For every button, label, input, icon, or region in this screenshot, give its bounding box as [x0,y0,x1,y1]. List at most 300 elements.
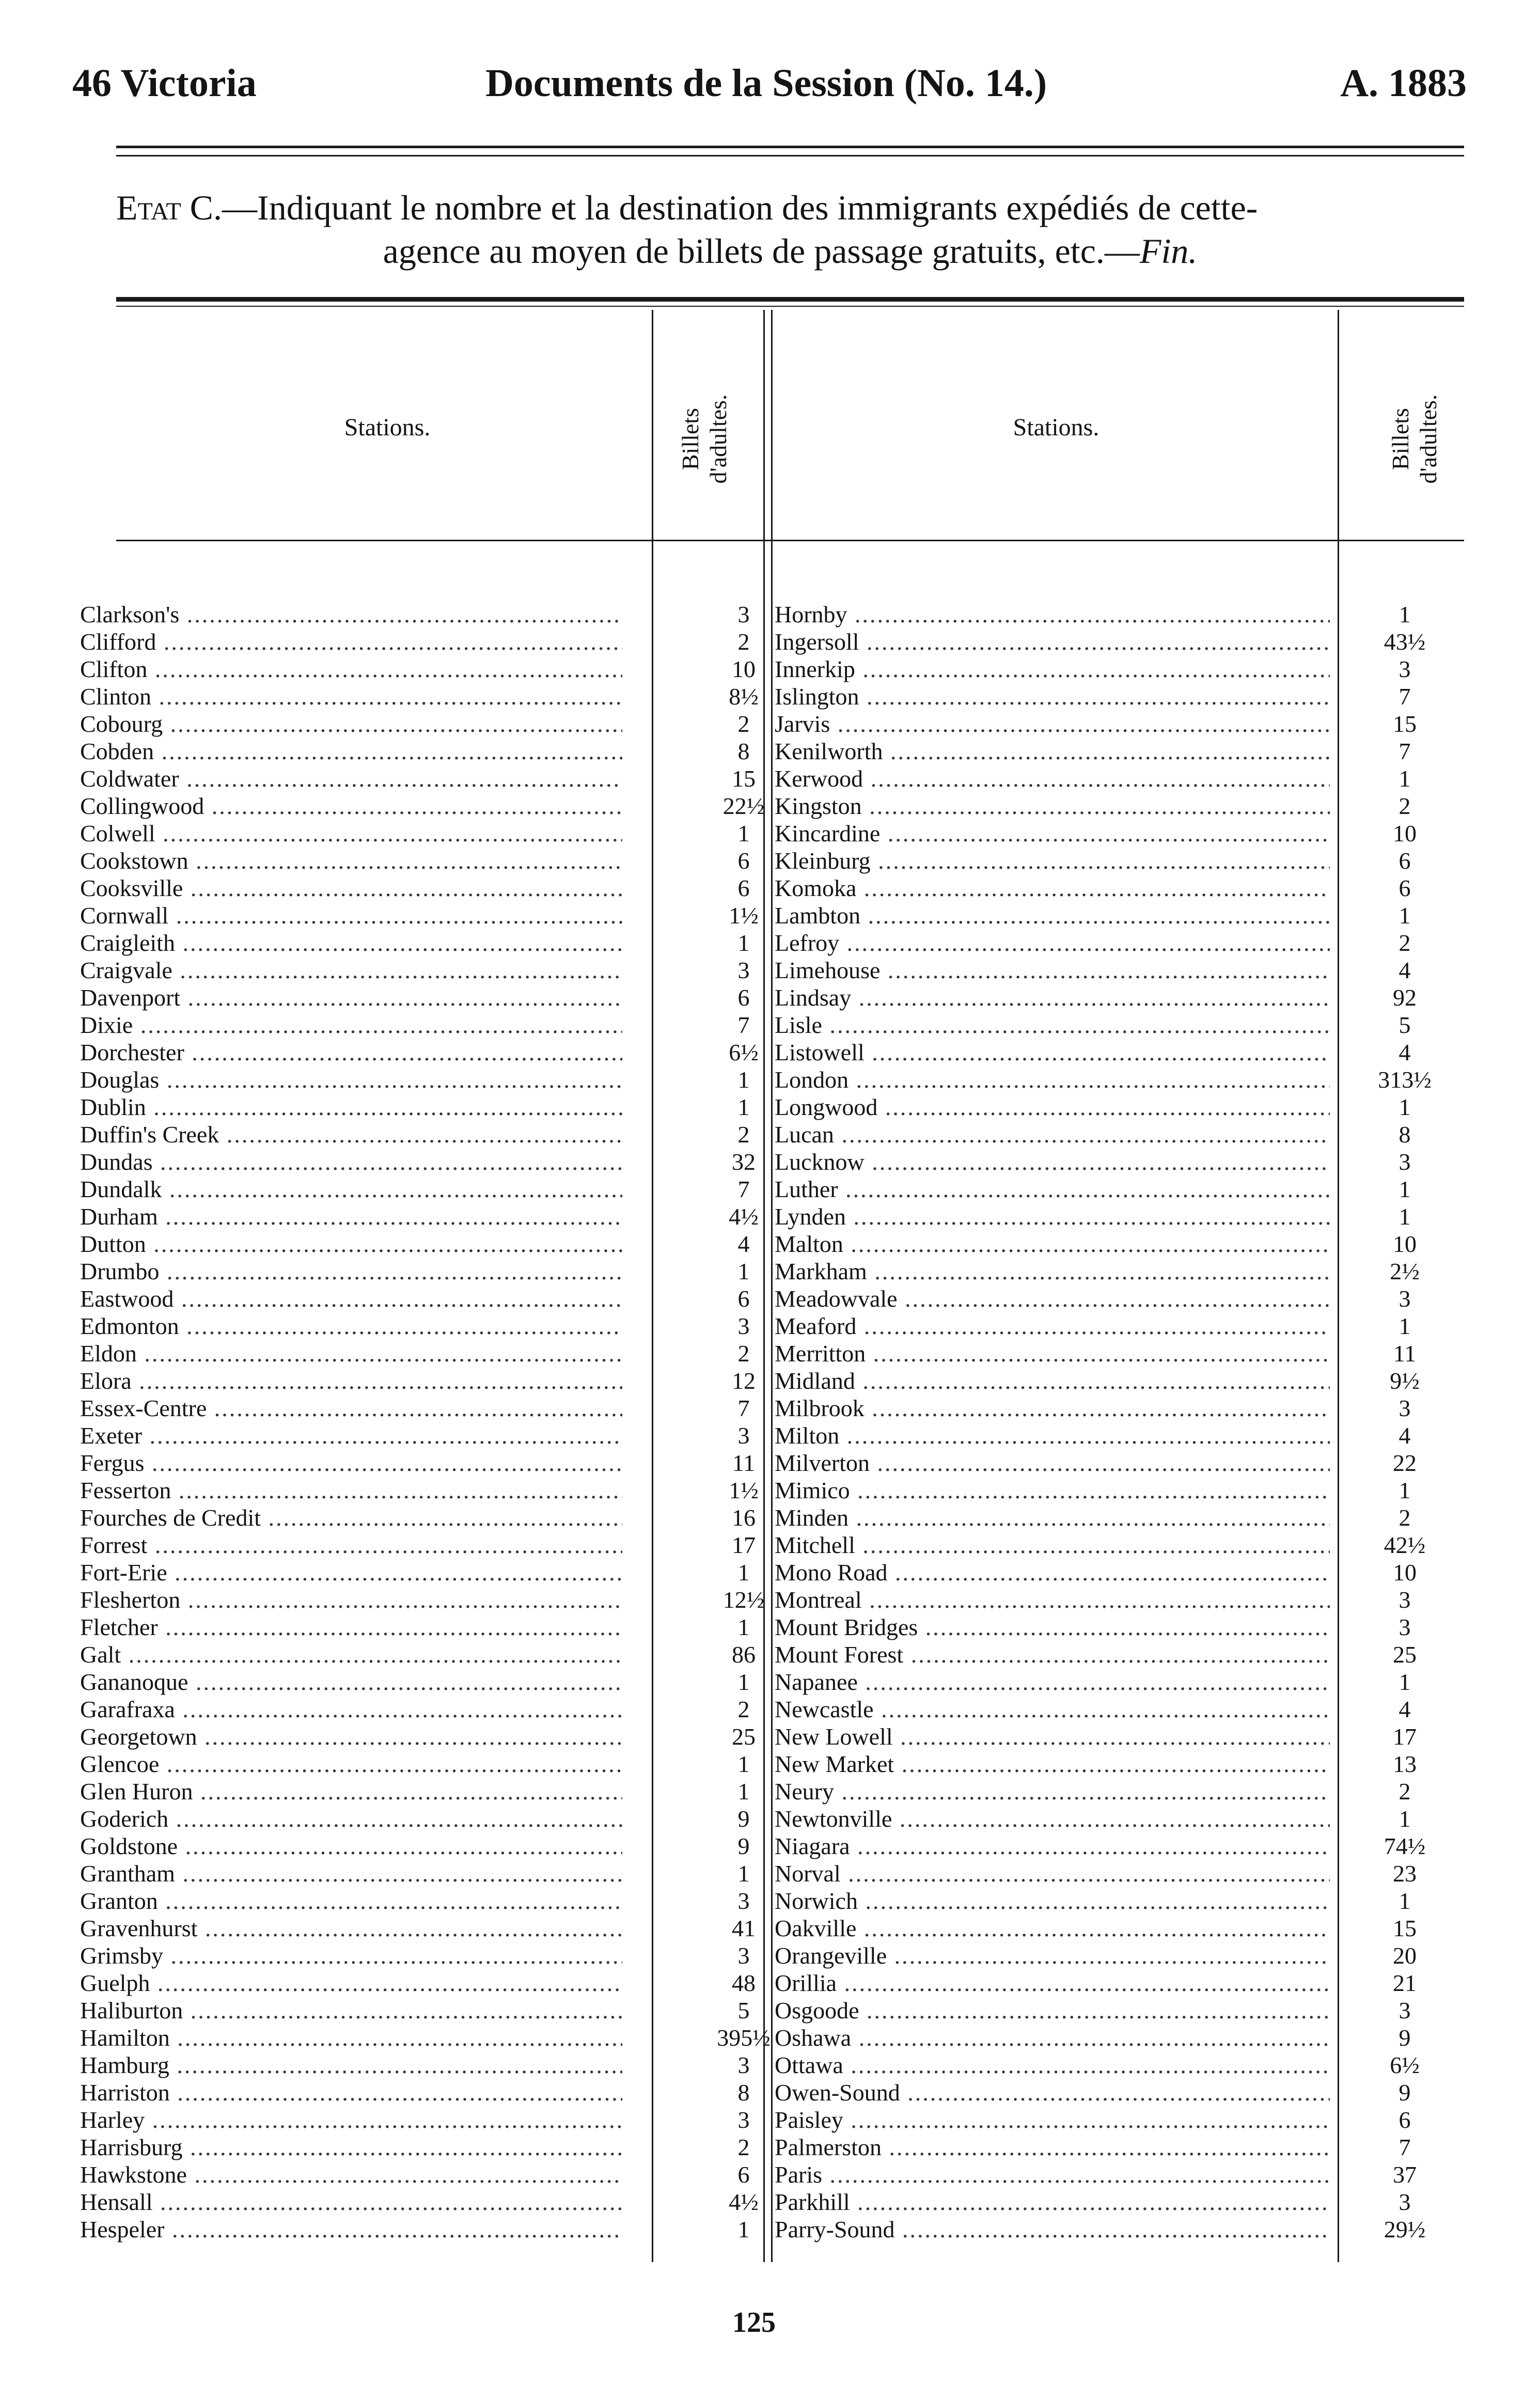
table-row [80,847,750,874]
table-row [80,1723,756,1750]
station-name: Duffin's Creek ..... [80,1121,622,1148]
table-row [775,874,1446,902]
billets-value: 7 [737,1395,750,1421]
billets-value: 3 [1398,1149,1411,1175]
billets-value: 11 [1393,1340,1417,1367]
table-row [80,1504,756,1531]
adultes-label: d'adultes. [705,394,731,484]
billets-value: 7 [1398,2134,1411,2160]
table-row [775,820,1446,847]
table-row [775,1449,1446,1477]
table-row [80,628,750,655]
billets-value: 4 [1398,957,1411,983]
billets-value: 3 [737,1313,750,1339]
station-name: Glencoe ..... [80,1750,622,1778]
billets-value: 4½ [729,1203,759,1230]
table-row [775,1805,1446,1832]
billets-value: 2 [1398,1778,1411,1805]
station-name: Listowell ..... [775,1039,1330,1066]
table-row [775,1613,1446,1641]
station-name: Davenport ..... [80,984,622,1011]
table-row [775,929,1446,956]
billets-value: 6 [737,848,750,874]
station-name: Ottawa ..... [775,2051,1330,2079]
station-name: Orillia ..... [775,1969,1330,1997]
billets-value: 3 [1398,1997,1411,2024]
table-row [80,1011,750,1039]
billets-value: 5 [1398,1012,1411,1038]
column-header-rule [116,540,1464,541]
billets-value: 1 [737,1860,750,1887]
station-name: Craigleith ..... [80,929,622,956]
billets-value: 29½ [1384,2216,1426,2242]
station-name: Gravenhurst ..... [80,1915,622,1942]
billets-value: 6 [737,984,750,1011]
station-name: Cornwall ..... [80,902,622,929]
station-name: Durham ..... [80,1203,622,1230]
station-name: Craigvale ..... [80,956,622,984]
table-row [775,1997,1446,2024]
table-row [775,1887,1446,1915]
station-name: Gananoque ..... [80,1668,622,1696]
station-name: Newtonville ..... [775,1805,1330,1832]
station-name: Paris ..... [775,2161,1330,2188]
table-row [80,1668,750,1696]
title-line2: agence au moyen de billets de passage gratuits, etc.— [383,231,1140,271]
table-row [80,1449,756,1477]
table-row [80,1203,759,1230]
table-row [775,710,1446,738]
billets-value: 3 [737,601,750,628]
table-right-column [775,601,1446,2243]
billets-value: 25 [1393,1641,1417,1668]
station-name: Harrisburg ..... [80,2134,622,2161]
billets-value: 37 [1393,2161,1417,2188]
station-name: Fletcher ..... [80,1613,622,1641]
billets-label: Billets [1387,407,1413,470]
table-row [80,738,750,765]
billets-value: 1 [1398,1806,1411,1832]
title-line1: —Indiquant le nombre et la destination des immigrants expédiés de cette- [222,188,1258,227]
title-fin: Fin. [1139,231,1198,271]
table-row [775,1039,1446,1066]
billets-value: 3 [737,2052,750,2078]
table-row [775,1641,1446,1668]
page-number: 125 [732,2307,776,2339]
table-row [775,1915,1446,1942]
billets-value: 6½ [1390,2052,1420,2078]
billets-value: 1 [737,1094,750,1120]
table-left-column [80,601,771,2243]
billets-label: Billets [677,407,703,470]
table-row [775,1394,1446,1422]
station-name: Paisley ..... [775,2106,1330,2134]
table-row [775,1531,1446,1559]
billets-value: 15 [1393,711,1417,737]
billets-value: 2 [1398,793,1411,819]
table-row [80,984,750,1011]
table-row [775,1203,1446,1230]
station-name: Granton ..... [80,1887,622,1915]
station-name: Georgetown ..... [80,1723,622,1750]
table-row [775,1422,1446,1449]
table-row [80,1230,750,1258]
table-row [80,820,750,847]
billets-value: 1 [737,1066,750,1093]
table-row [775,2051,1446,2079]
billets-value: 8½ [729,683,759,710]
billets-value: 21 [1393,1970,1417,1996]
billets-value: 3 [1398,656,1411,682]
billets-value: 9 [737,1833,750,1859]
table-row [80,1394,750,1422]
billets-value: 1 [737,930,750,956]
table-row [80,2051,750,2079]
billets-value: 25 [732,1723,756,1750]
billets-value: 3 [1398,1285,1411,1312]
billets-value: 22 [1393,1450,1417,1476]
billets-value: 3 [1398,1587,1411,1613]
station-name: Clarkson's ..... [80,601,622,628]
table-row [80,710,750,738]
station-name: New Market ..... [775,1750,1330,1778]
station-name: Komoka ..... [775,874,1330,902]
station-name: Galt ..... [80,1641,622,1668]
table-row [80,929,750,956]
table-row [80,902,759,929]
table-row [775,984,1446,1011]
table-row [775,2024,1446,2051]
table-row [80,1778,750,1805]
billets-value: 3 [737,957,750,983]
station-name: Kerwood ..... [775,765,1330,792]
table-row [80,2024,771,2051]
header-rule-top [116,146,1464,148]
billets-value: 6 [1398,2107,1411,2133]
table-row [775,1011,1446,1039]
table-row [775,1121,1446,1148]
billets-value: 395½ [717,2025,771,2051]
station-name: Forrest ..... [80,1531,622,1559]
table-row [80,1969,756,1997]
table-row [80,1175,750,1203]
table-row [80,1887,750,1915]
station-name: Essex-Centre ..... [80,1394,622,1422]
station-name: Glen Huron ..... [80,1778,622,1805]
station-name: Orangeville ..... [775,1942,1330,1969]
billets-value: 3 [737,1888,750,1914]
table-row [80,874,750,902]
table-row [775,2134,1446,2161]
billets-value: 4 [1398,1039,1411,1065]
station-name: Hornby ..... [775,601,1330,628]
station-name: Exeter ..... [80,1422,622,1449]
table-row [775,1586,1446,1613]
billets-value: 7 [737,1012,750,1038]
table-row [775,2161,1446,2188]
table-row [80,1750,750,1778]
adultes-label: d'adultes. [1415,394,1441,484]
table-row [80,765,756,792]
table-row [80,792,765,820]
table-title [116,186,1464,273]
station-name: Collingwood ..... [80,792,622,820]
table-row [775,1504,1446,1531]
billets-value: 22½ [722,793,765,819]
table-row [80,956,750,984]
station-name: Coldwater ..... [80,765,622,792]
table-row [80,1148,756,1175]
billets-value: 4½ [729,2189,759,2215]
table-row [80,1942,750,1969]
billets-value: 3 [737,1942,750,1969]
table-row [775,1066,1446,1093]
billets-value: 17 [1393,1723,1417,1750]
station-name: London ..... [775,1066,1330,1093]
table-row [80,1531,756,1559]
table-row [775,1175,1446,1203]
station-name: Jarvis ..... [775,710,1330,738]
billets-value: 43½ [1384,629,1426,655]
billets-value: 13 [1393,1751,1417,1777]
billets-value: 10 [1393,1559,1417,1586]
table-row [80,683,759,710]
station-name: Dundas ..... [80,1148,622,1175]
table-row [775,1230,1446,1258]
station-name: Meaford ..... [775,1312,1330,1340]
billets-value: 12 [732,1368,756,1394]
station-name: Grimsby ..... [80,1942,622,1969]
station-name: Napanee ..... [775,1668,1330,1696]
billets-value: 1 [1398,1176,1411,1202]
column-header-stations-right: Stations. [1013,414,1099,441]
station-name: Garafraxa ..... [80,1696,622,1723]
billets-value: 16 [732,1504,756,1531]
table-row [80,1860,750,1887]
table-row [80,1832,750,1860]
billets-value: 2 [1398,930,1411,956]
station-name: Niagara ..... [775,1832,1330,1860]
billets-value: 1 [1398,1094,1411,1120]
station-name: Mount Forest ..... [775,1641,1330,1668]
station-name: Fort-Erie ..... [80,1559,622,1586]
billets-value: 2 [737,1696,750,1722]
table-row [80,2079,750,2106]
header-document-title: Documents de la Session (No. 14.) [485,61,1047,105]
station-name: Edmonton ..... [80,1312,622,1340]
billets-value: 41 [732,1915,756,1941]
billets-value: 6 [1398,848,1411,874]
billets-value: 6 [1398,875,1411,901]
billets-value: 8 [737,738,750,764]
station-name: Hamburg ..... [80,2051,622,2079]
billets-value: 1 [1398,1669,1411,1695]
billets-value: 1 [1398,1203,1411,1230]
billets-value: 1 [1398,1313,1411,1339]
billets-value: 92 [1393,984,1417,1011]
station-name: Lucan ..... [775,1121,1330,1148]
station-name: Flesherton ..... [80,1586,622,1613]
station-name: Montreal ..... [775,1586,1330,1613]
title-etat: Etat C. [116,188,223,227]
station-name: Owen-Sound ..... [775,2079,1330,2106]
station-name: Longwood ..... [775,1093,1330,1121]
station-name: Douglas ..... [80,1066,622,1093]
station-name: Eldon ..... [80,1340,622,1367]
table-row [80,1121,750,1148]
billets-value: 2 [1398,1504,1411,1531]
station-name: Neury ..... [775,1778,1330,1805]
billets-value: 10 [732,656,756,682]
billets-value: 74½ [1384,1833,1426,1859]
table-row [80,1258,750,1285]
station-name: Mono Road ..... [775,1559,1330,1586]
table-row [80,1613,750,1641]
table-row [775,1559,1446,1586]
station-name: Norwich ..... [775,1887,1330,1915]
billets-value: 15 [732,765,756,792]
billets-value: 2 [737,2134,750,2160]
billets-value: 1 [1398,765,1411,792]
billets-value: 9½ [1390,1368,1420,1394]
billets-value: 1 [737,1258,750,1284]
table-row [80,2134,750,2161]
table-row [775,1723,1446,1750]
billets-value: 4 [1398,1696,1411,1722]
station-name: Harriston ..... [80,2079,622,2106]
header-year: A. 1883 [1340,61,1467,105]
table-row [775,2216,1446,2243]
station-name: Colwell ..... [80,820,622,847]
station-name: Milverton ..... [775,1449,1330,1477]
station-name: Lisle ..... [775,1011,1330,1039]
table-row [775,1860,1446,1887]
station-name: Lefroy ..... [775,929,1330,956]
table-row [80,1285,750,1312]
table-row [80,1312,750,1340]
table-row [775,628,1446,655]
station-name: Hespeler ..... [80,2216,622,2243]
station-name: Dixie ..... [80,1011,622,1039]
billets-value: 2½ [1390,1258,1420,1284]
station-name: Cookstown ..... [80,847,622,874]
station-name: Innerkip ..... [775,655,1330,683]
station-name: Parkhill ..... [775,2188,1330,2216]
table-row [80,655,756,683]
table-row [775,738,1446,765]
billets-value: 1 [737,1614,750,1640]
station-name: Kleinburg ..... [775,847,1330,874]
billets-value: 1 [1398,1888,1411,1914]
station-name: Lynden ..... [775,1203,1330,1230]
station-name: Kingston ..... [775,792,1330,820]
billets-value: 9 [737,1806,750,1832]
station-name: Midland ..... [775,1367,1330,1394]
billets-value: 7 [737,1176,750,1202]
billets-value: 1 [737,1751,750,1777]
billets-value: 48 [732,1970,756,1996]
station-name: Cooksville ..... [80,874,622,902]
station-name: Milbrook ..... [775,1394,1330,1422]
station-name: Markham ..... [775,1258,1330,1285]
station-name: Ingersoll ..... [775,628,1330,655]
billets-value: 4 [1398,1422,1411,1449]
billets-value: 15 [1393,1915,1417,1941]
table-row [775,1285,1446,1312]
billets-value: 32 [732,1149,756,1175]
table-row [80,1477,759,1504]
station-name: Newcastle ..... [775,1696,1330,1723]
billets-value: 2 [737,1121,750,1148]
station-name: Merritton ..... [775,1340,1330,1367]
billets-value: 3 [1398,2189,1411,2215]
table-row [775,2079,1446,2106]
table-row [80,1039,759,1066]
station-name: Fergus ..... [80,1449,622,1477]
billets-value: 2 [737,711,750,737]
column-header-billets-left [677,336,738,542]
station-name: Clifford ..... [80,628,622,655]
table-row [775,2106,1446,2134]
billets-value: 6 [737,875,750,901]
station-name: Minden ..... [775,1504,1330,1531]
table-rule-top-thin [116,306,1464,307]
billets-value: 3 [1398,1614,1411,1640]
column-header-stations-left: Stations. [344,414,431,441]
table-row [775,1340,1446,1367]
table-row [80,1559,750,1586]
table-row [775,1367,1446,1394]
table-row [80,1367,756,1394]
billets-value: 1 [1398,902,1411,929]
station-name: Lucknow ..... [775,1148,1330,1175]
station-name: Haliburton ..... [80,1997,622,2024]
billets-value: 8 [1398,1121,1411,1148]
table-row [775,655,1446,683]
billets-value: 17 [732,1532,756,1558]
table-row [775,1696,1446,1723]
table-row [80,601,750,628]
header-rule-bottom [116,155,1464,156]
table-row [775,2188,1446,2216]
billets-value: 6½ [729,1039,759,1065]
billets-value: 20 [1393,1942,1417,1969]
billets-value: 2 [737,1340,750,1367]
station-name: Goldstone ..... [80,1832,622,1860]
table-row [775,1942,1446,1969]
table-row [775,1969,1446,1997]
station-name: Dundalk ..... [80,1175,622,1203]
table-row [775,1750,1446,1778]
station-name: Hawkstone ..... [80,2161,622,2188]
billets-value: 3 [1398,1395,1411,1421]
station-name: Mitchell ..... [775,1531,1330,1559]
billets-value: 313½ [1378,1066,1432,1093]
billets-value: 5 [737,1997,750,2024]
billets-value: 1 [1398,1477,1411,1503]
table-row [775,683,1446,710]
station-name: Fourches de Credit ..... [80,1504,622,1531]
table-row [775,601,1446,628]
table-row [775,1148,1446,1175]
station-name: Fesserton ..... [80,1477,622,1504]
billets-value: 3 [737,1422,750,1449]
station-name: Guelph ..... [80,1969,622,1997]
billets-value: 1½ [729,1477,759,1503]
station-name: Elora ..... [80,1367,622,1394]
table-row [80,1805,750,1832]
table-row [80,1066,750,1093]
